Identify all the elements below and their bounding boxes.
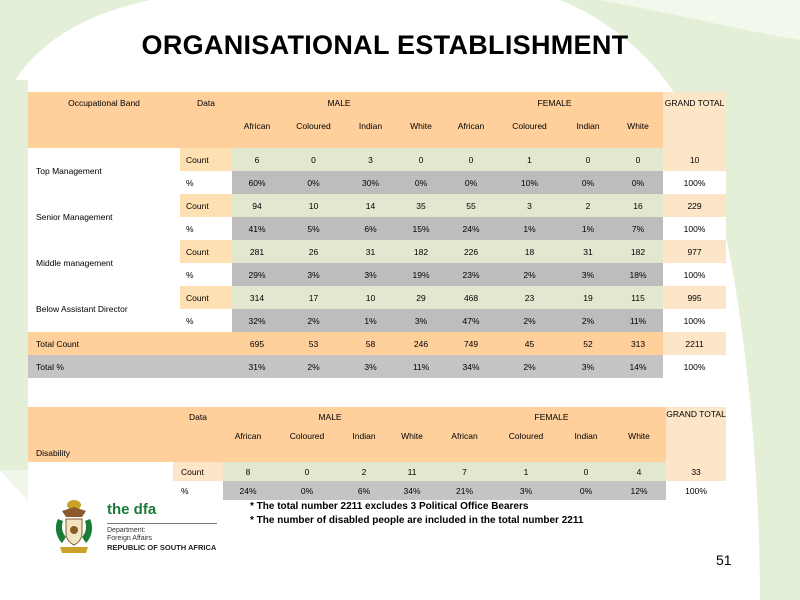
band-count-grand-total: 229 <box>663 194 726 217</box>
band-pct-label: % <box>180 309 232 332</box>
total-pct-label: Total % <box>28 355 180 378</box>
band-count-row <box>28 194 726 217</box>
band-count-cell: 19 <box>563 286 613 309</box>
disability-table <box>28 407 726 500</box>
band-count-grand-total: 977 <box>663 240 726 263</box>
band-count-cell: 35 <box>396 194 446 217</box>
band-count-label: Count <box>180 286 232 309</box>
dis-header-female-coloured: Coloured <box>492 426 560 445</box>
header-data: Data <box>180 92 232 113</box>
band-pct-cell: 1% <box>496 217 563 240</box>
band-pct-cell: 3% <box>563 263 613 286</box>
band-pct-cell: 19% <box>396 263 446 286</box>
total-count-cell: 313 <box>613 332 663 355</box>
disability-pct-cell: 0% <box>273 481 341 500</box>
band-count-cell: 182 <box>613 240 663 263</box>
band-pct-cell: 32% <box>232 309 282 332</box>
band-count-cell: 0 <box>563 148 613 171</box>
band-pct-cell: 2% <box>496 263 563 286</box>
band-pct-grand-total: 100% <box>663 263 726 286</box>
band-pct-cell: 23% <box>446 263 496 286</box>
band-count-cell: 17 <box>282 286 345 309</box>
disability-count-cell: 0 <box>560 462 612 481</box>
total-pct-cell: 2% <box>496 355 563 378</box>
total-pct-cell: 3% <box>345 355 396 378</box>
band-count-grand-total: 10 <box>663 148 726 171</box>
band-count-cell: 10 <box>345 286 396 309</box>
band-pct-cell: 0% <box>446 171 496 194</box>
band-pct-cell: 15% <box>396 217 446 240</box>
band-count-row <box>28 240 726 263</box>
total-count-cell: 246 <box>396 332 446 355</box>
band-name: Below Assistant Director <box>28 286 180 332</box>
band-count-cell: 14 <box>345 194 396 217</box>
total-count-cell: 52 <box>563 332 613 355</box>
band-count-cell: 0 <box>446 148 496 171</box>
disability-pct-cell: 6% <box>341 481 387 500</box>
dis-header-male-indian: Indian <box>341 426 387 445</box>
total-count-cell: 749 <box>446 332 496 355</box>
dis-header-male-coloured: Coloured <box>273 426 341 445</box>
header-female: FEMALE <box>446 92 663 113</box>
total-count-cell: 45 <box>496 332 563 355</box>
band-count-cell: 1 <box>496 148 563 171</box>
disability-count-cell: 1 <box>492 462 560 481</box>
band-count-cell: 29 <box>396 286 446 309</box>
total-count-cell: 58 <box>345 332 396 355</box>
band-pct-cell: 2% <box>496 309 563 332</box>
dis-header-data: Data <box>173 407 223 426</box>
band-pct-cell: 0% <box>282 171 345 194</box>
band-pct-cell: 29% <box>232 263 282 286</box>
logo-divider <box>107 523 217 524</box>
band-count-cell: 26 <box>282 240 345 263</box>
band-pct-cell: 41% <box>232 217 282 240</box>
band-count-cell: 115 <box>613 286 663 309</box>
band-pct-cell: 60% <box>232 171 282 194</box>
disability-count-row <box>28 462 726 481</box>
dis-header-male-white: White <box>387 426 437 445</box>
disability-pct-label: % <box>173 481 223 500</box>
band-pct-label: % <box>180 263 232 286</box>
header-male-coloured: Coloured <box>282 113 345 139</box>
band-pct-cell: 0% <box>396 171 446 194</box>
band-count-cell: 468 <box>446 286 496 309</box>
footnote: * The total number 2211 excludes 3 Political Office Bearers <box>250 501 529 512</box>
disability-count-cell: 8 <box>223 462 273 481</box>
band-pct-grand-total: 100% <box>663 309 726 332</box>
band-pct-cell: 2% <box>282 309 345 332</box>
disability-pct-grand-total: 100% <box>666 481 726 500</box>
band-count-label: Count <box>180 194 232 217</box>
disability-count-cell: 4 <box>612 462 666 481</box>
logo-name: the dfa <box>107 501 157 518</box>
disability-count-grand-total: 33 <box>666 462 726 481</box>
band-count-row <box>28 286 726 309</box>
header-female-indian: Indian <box>563 113 613 139</box>
header-male-african: African <box>232 113 282 139</box>
dis-header-male-african: African <box>223 426 273 445</box>
band-pct-grand-total: 100% <box>663 217 726 240</box>
band-pct-grand-total: 100% <box>663 171 726 194</box>
band-count-cell: 0 <box>282 148 345 171</box>
band-count-cell: 6 <box>232 148 282 171</box>
band-pct-cell: 24% <box>446 217 496 240</box>
band-pct-cell: 3% <box>396 309 446 332</box>
dis-header-female-indian: Indian <box>560 426 612 445</box>
band-count-cell: 18 <box>496 240 563 263</box>
logo-line-1: Department: <box>107 527 146 534</box>
band-pct-cell: 3% <box>282 263 345 286</box>
band-count-cell: 94 <box>232 194 282 217</box>
band-name: Top Management <box>28 148 180 194</box>
total-count-row <box>28 332 726 355</box>
total-pct-cell: 2% <box>282 355 345 378</box>
dis-header-female-african: African <box>437 426 492 445</box>
slide-title: ORGANISATIONAL ESTABLISHMENT <box>141 30 629 60</box>
total-pct-cell: 11% <box>396 355 446 378</box>
band-count-cell: 3 <box>496 194 563 217</box>
disability-pct-cell: 12% <box>612 481 666 500</box>
disability-pct-cell: 0% <box>560 481 612 500</box>
band-pct-cell: 7% <box>613 217 663 240</box>
band-pct-label: % <box>180 171 232 194</box>
header-grand-total: GRAND TOTAL <box>663 92 726 139</box>
total-pct-cell: 3% <box>563 355 613 378</box>
header-male-white: White <box>396 113 446 139</box>
band-pct-cell: 10% <box>496 171 563 194</box>
band-pct-cell: 18% <box>613 263 663 286</box>
footnote: * The number of disabled people are included in the total number 2211 <box>250 515 584 526</box>
disability-count-cell: 7 <box>437 462 492 481</box>
band-count-cell: 55 <box>446 194 496 217</box>
band-name: Middle management <box>28 240 180 286</box>
band-pct-cell: 0% <box>563 171 613 194</box>
footnotes <box>250 500 583 528</box>
header-female-african: African <box>446 113 496 139</box>
band-count-cell: 3 <box>345 148 396 171</box>
disability-pct-cell: 3% <box>492 481 560 500</box>
band-pct-cell: 3% <box>345 263 396 286</box>
total-pct-grand-total: 100% <box>663 355 726 378</box>
band-pct-cell: 6% <box>345 217 396 240</box>
band-pct-cell: 30% <box>345 171 396 194</box>
band-count-cell: 0 <box>613 148 663 171</box>
total-pct-cell: 31% <box>232 355 282 378</box>
band-count-cell: 10 <box>282 194 345 217</box>
band-count-grand-total: 995 <box>663 286 726 309</box>
band-count-cell: 314 <box>232 286 282 309</box>
band-count-label: Count <box>180 240 232 263</box>
band-count-cell: 2 <box>563 194 613 217</box>
disability-count-cell: 11 <box>387 462 437 481</box>
header-female-white: White <box>613 113 663 139</box>
disability-pct-cell: 24% <box>223 481 273 500</box>
dis-header-male: MALE <box>223 407 437 426</box>
band-count-cell: 0 <box>396 148 446 171</box>
total-count-label: Total Count <box>28 332 180 355</box>
header-occupational-band: Occupational Band <box>28 92 180 113</box>
total-pct-row <box>28 355 726 378</box>
total-pct-cell: 34% <box>446 355 496 378</box>
band-count-cell: 31 <box>563 240 613 263</box>
band-pct-cell: 11% <box>613 309 663 332</box>
logo-line-3: REPUBLIC OF SOUTH AFRICA <box>107 543 217 552</box>
band-count-cell: 226 <box>446 240 496 263</box>
band-count-label: Count <box>180 148 232 171</box>
band-count-cell: 23 <box>496 286 563 309</box>
band-count-cell: 182 <box>396 240 446 263</box>
band-pct-cell: 5% <box>282 217 345 240</box>
band-pct-cell: 0% <box>613 171 663 194</box>
band-pct-label: % <box>180 217 232 240</box>
band-pct-cell: 1% <box>563 217 613 240</box>
header-male-indian: Indian <box>345 113 396 139</box>
organisational-establishment-table <box>28 92 726 378</box>
band-name: Senior Management <box>28 194 180 240</box>
band-count-cell: 16 <box>613 194 663 217</box>
disability-label: Disability <box>28 407 173 462</box>
header-female-coloured: Coloured <box>496 113 563 139</box>
total-count-cell: 53 <box>282 332 345 355</box>
disability-count-label: Count <box>173 462 223 481</box>
coat-of-arms-icon <box>52 497 96 557</box>
band-pct-cell: 2% <box>563 309 613 332</box>
dfa-logo <box>52 497 227 559</box>
disability-count-cell: 2 <box>341 462 387 481</box>
dis-header-female-white: White <box>612 426 666 445</box>
logo-line-2: Foreign Affairs <box>107 535 153 542</box>
disability-pct-cell: 21% <box>437 481 492 500</box>
total-count-grand-total: 2211 <box>663 332 726 355</box>
band-count-cell: 281 <box>232 240 282 263</box>
disability-pct-cell: 34% <box>387 481 437 500</box>
band-count-row <box>28 148 726 171</box>
total-count-cell: 695 <box>232 332 282 355</box>
header-male: MALE <box>232 92 446 113</box>
dis-header-grand-total: GRAND TOTAL <box>666 407 726 445</box>
band-pct-cell: 1% <box>345 309 396 332</box>
total-pct-cell: 14% <box>613 355 663 378</box>
page-number: 51 <box>716 552 732 568</box>
dis-header-female: FEMALE <box>437 407 666 426</box>
band-count-cell: 31 <box>345 240 396 263</box>
disability-count-cell: 0 <box>273 462 341 481</box>
band-pct-cell: 47% <box>446 309 496 332</box>
